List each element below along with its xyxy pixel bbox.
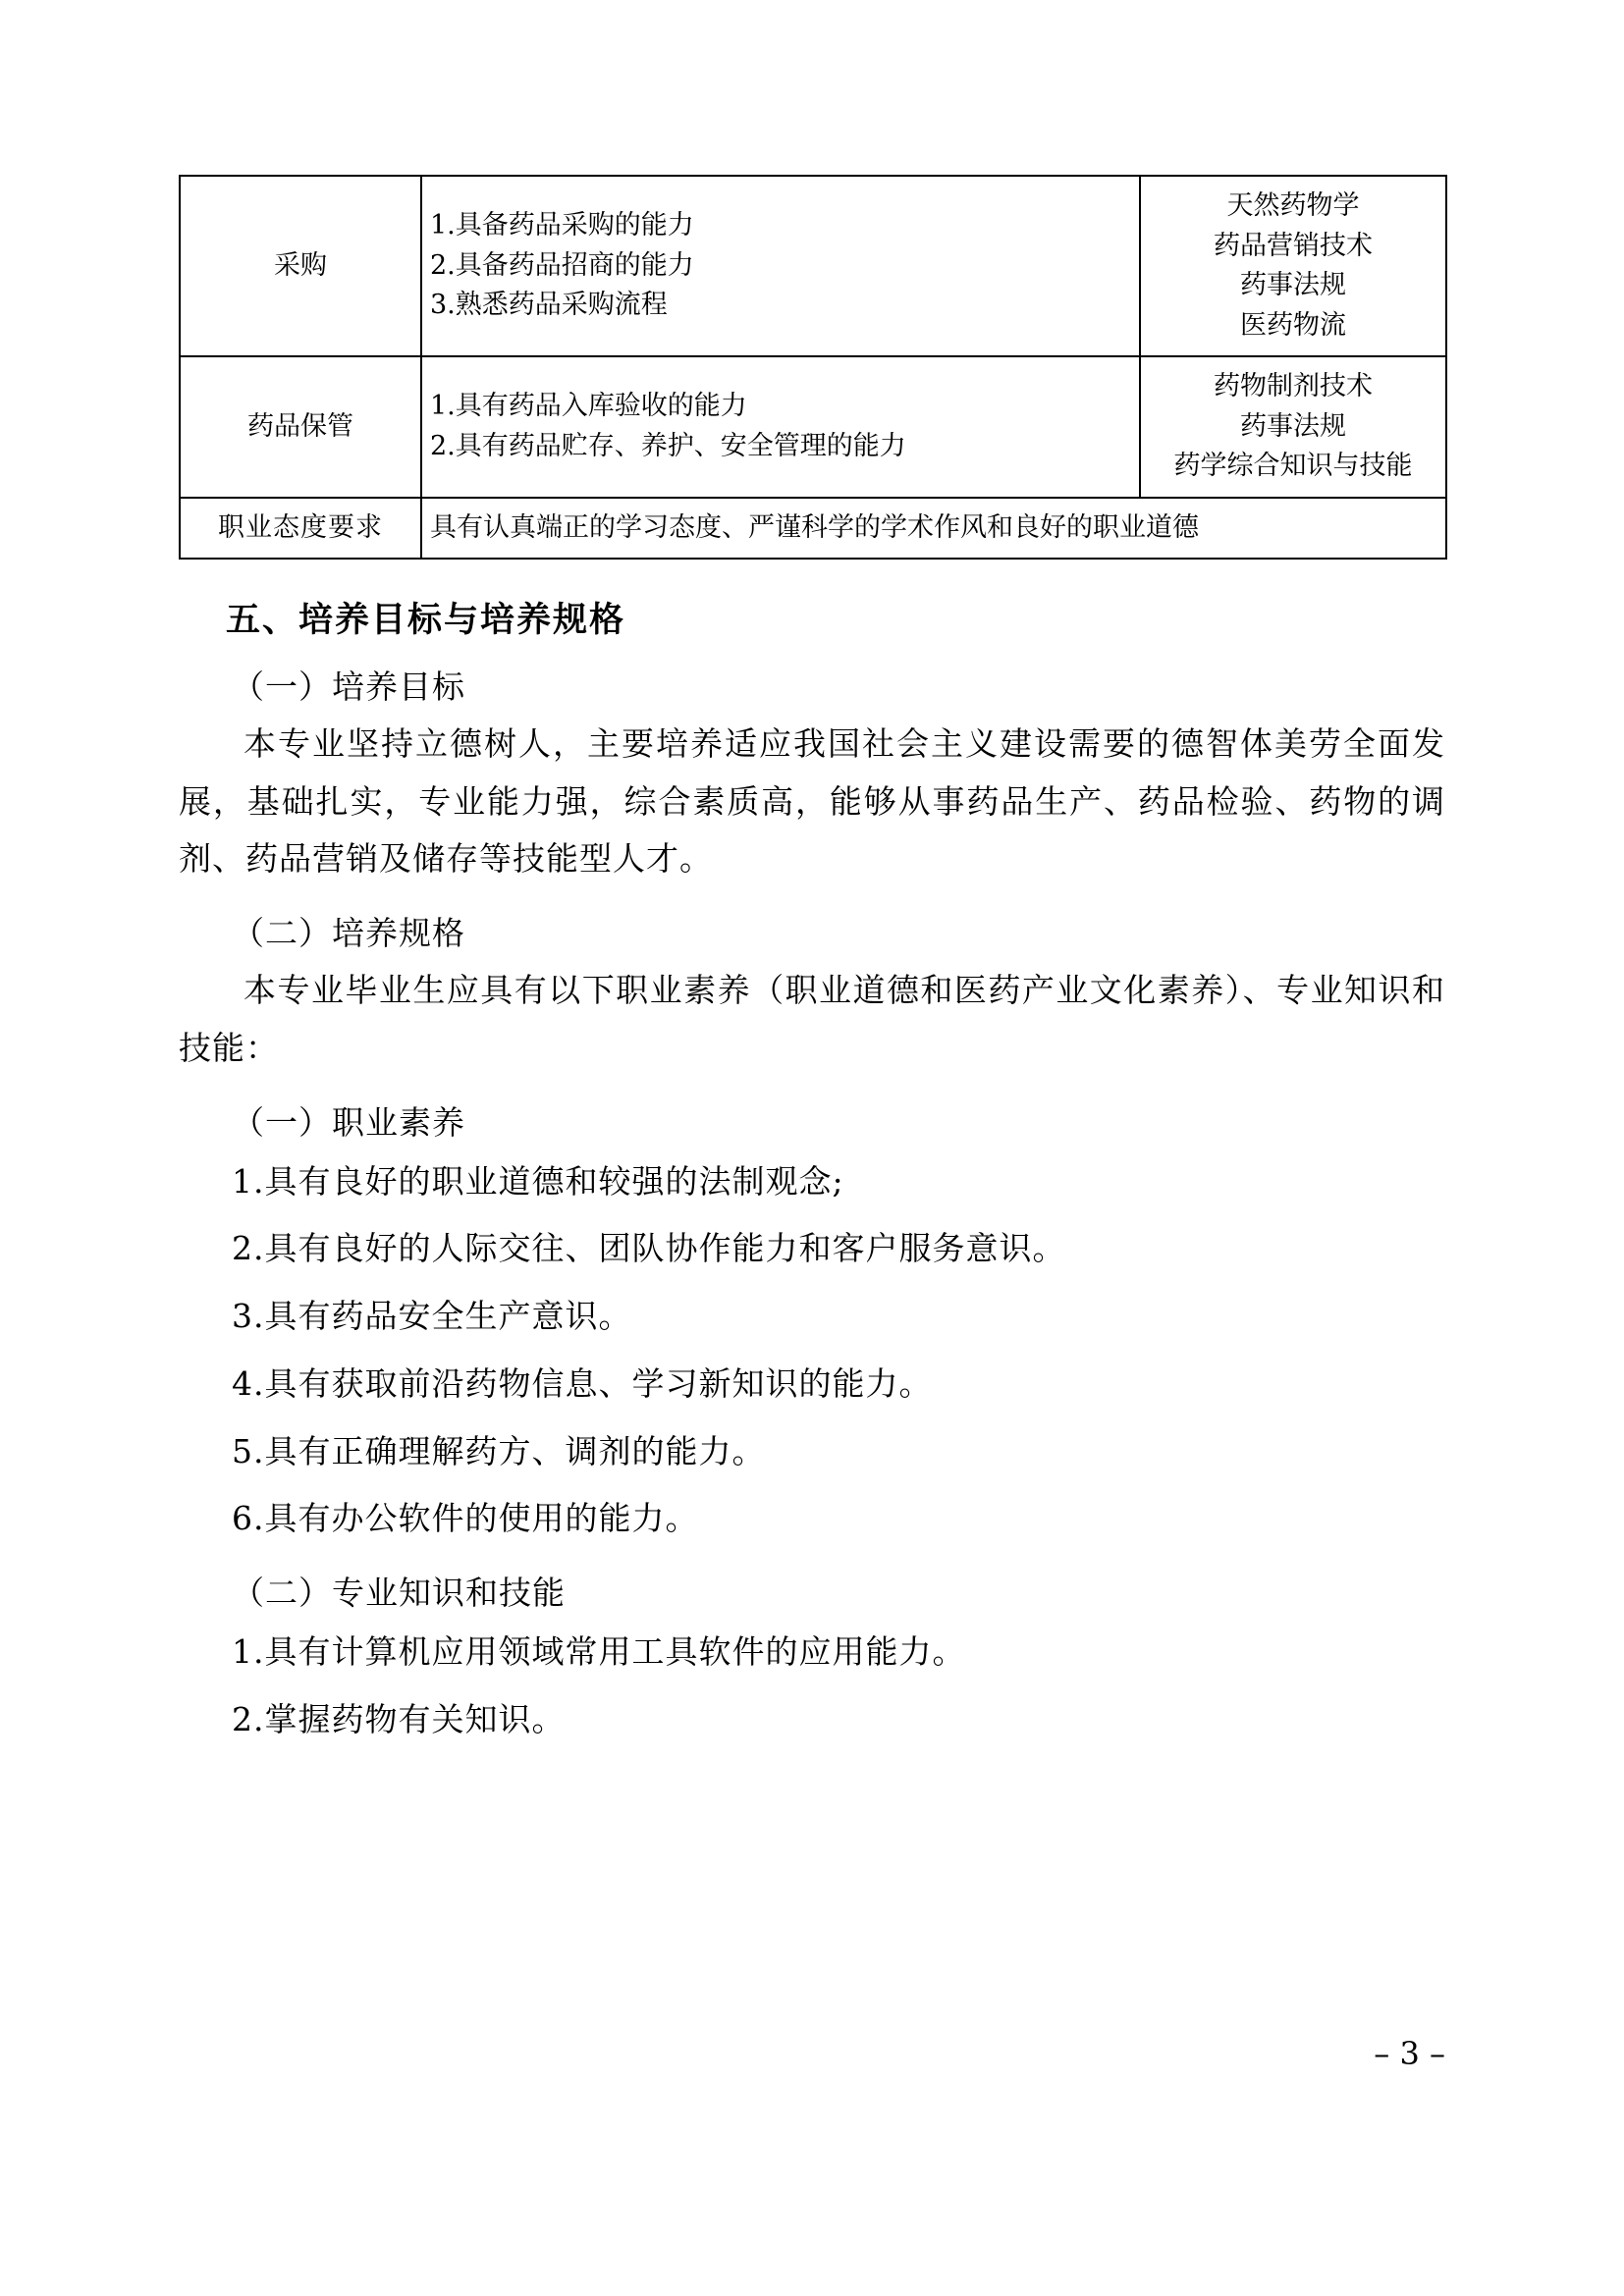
list-item: 2.掌握药物有关知识。 [232,1699,566,1738]
ability-line: 2.具备药品招商的能力 [430,249,694,281]
course-line: 天然药物学 [1226,190,1360,221]
section-heading: 五、培养目标与培养规格 [226,601,626,640]
list-item: 3.具有药品安全生产意识。 [232,1297,632,1336]
row-abilities [421,176,1140,356]
list-item: 4.具有获取前沿药物信息、学习新知识的能力。 [232,1363,933,1403]
row-courses [1140,176,1446,356]
ability-line: 1.具备药品采购的能力 [430,210,694,241]
row-category: 采购 [180,176,421,356]
list-item: 2.具有良好的人际交往、团队协作能力和客户服务意识。 [232,1229,1066,1268]
row-courses [1140,356,1446,498]
course-line: 医药物流 [1240,309,1346,341]
list-item: 1.具有良好的职业道德和较强的法制观念; [232,1161,844,1201]
page-number: – 3 – [1374,2035,1445,2072]
course-line: 药事法规 [1240,410,1346,442]
list-item: 5.具有正确理解药方、调剂的能力。 [232,1431,766,1470]
table-row [180,176,1446,356]
row-category: 药品保管 [180,356,421,498]
course-line: 药事法规 [1240,270,1346,300]
list-item: 6.具有办公软件的使用的能力。 [232,1499,699,1538]
page-content [179,175,1445,1759]
course-line: 药学综合知识与技能 [1173,451,1413,481]
group-heading-knowledge-skills: （二）专业知识和技能 [232,1574,566,1613]
paragraph-training-spec: 本专业毕业生应具有以下职业素养（职业道德和医药产业文化素养）、专业知识和技能： [179,971,1445,1067]
table-row-attitude [180,498,1446,560]
ability-line: 2.具有药品贮存、养护、安全管理的能力 [430,430,906,461]
subsection-heading-training-goal: （一）培养目标 [232,667,465,706]
row-abilities [421,356,1140,498]
table-row [180,356,1446,498]
group-heading-professional-quality: （一）职业素养 [232,1102,465,1142]
course-line: 药物制剂技术 [1214,371,1373,401]
attitude-label: 职业态度要求 [180,498,421,560]
ability-line: 3.熟悉药品采购流程 [430,290,668,321]
course-line: 药品营销技术 [1214,230,1373,261]
list-item: 1.具有计算机应用领域常用工具软件的应用能力。 [232,1632,966,1672]
attitude-value: 具有认真端正的学习态度、严谨科学的学术作风和良好的职业道德 [421,498,1446,560]
paragraph-training-goal: 本专业坚持立德树人，主要培养适应我国社会主义建设需要的德智体美劳全面发展，基础扎实，专业能力强，综合素质高，能够从事药品生产、药品检验、药物的调剂、药品营销及储存等技能型人才。 [179,724,1445,879]
requirements-table [179,175,1447,560]
ability-line: 1.具有药品入库验收的能力 [430,391,747,422]
subsection-heading-training-spec: （二）培养规格 [232,914,465,953]
